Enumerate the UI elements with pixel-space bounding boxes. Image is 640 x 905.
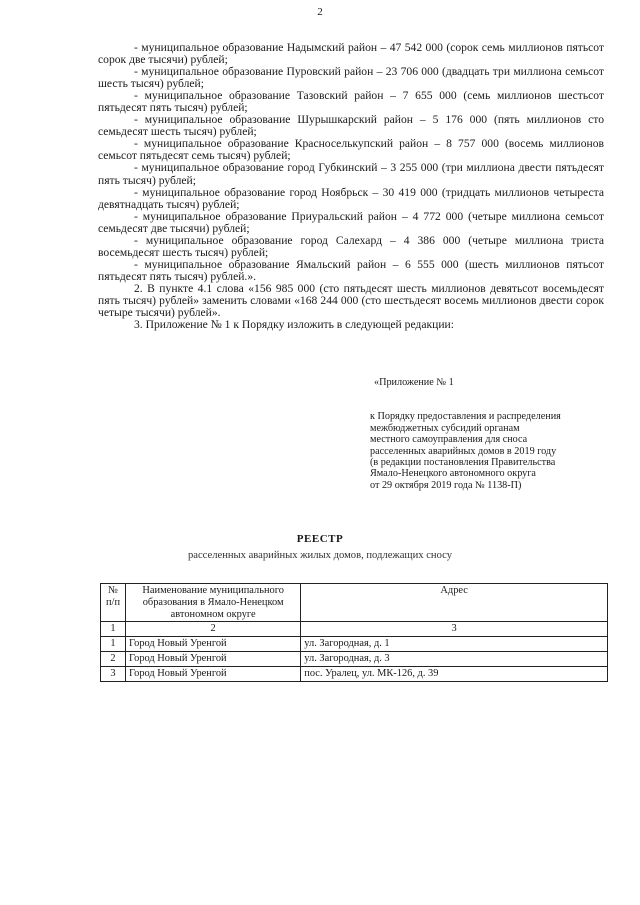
table-row — [101, 637, 608, 652]
paragraph-priuralsky: - муниципальное образование Приуральский район – 4 772 000 (четыре миллиона семьсот семьдесят две тысячи) рублей; — [98, 209, 604, 235]
appendix-line: местного самоуправления для сноса — [370, 434, 528, 446]
paragraph-tazovsky: - муниципальное образование Тазовский район – 7 655 000 (семь миллионов шестьсот пятьдесят пять тысяч) рублей; — [98, 89, 604, 115]
column-number: 2 — [126, 622, 301, 637]
appendix-line: (в редакции постановления Правительства — [370, 457, 556, 469]
paragraph-salekhard: - муниципальное образование город Салехард – 4 386 000 (четыре миллиона триста восемьдесят шесть тысяч) рублей; — [98, 233, 604, 259]
page-number: 2 — [317, 6, 323, 18]
paragraph-shuryshkarsky: - муниципальное образование Шурышкарский район – 5 176 000 (пять миллионов сто семьдесят шесть тысяч) рублей; — [98, 113, 604, 139]
header-name: Наименование муниципального образования в Ямало-Ненецком автономном округе — [126, 584, 301, 622]
appendix-header — [370, 377, 612, 491]
appendix-line: межбюджетных субсидий органам — [370, 422, 520, 434]
paragraph-noyabrsk: - муниципальное образование город Ноябрьск – 30 419 000 (тридцать миллионов четыреста девятнадцать тысяч) рублей; — [98, 185, 604, 211]
row-num: 3 — [101, 666, 126, 681]
paragraph-point-2: 2. В пункте 4.1 слова «156 985 000 (сто пятьдесят шесть миллионов девятьсот восемьдесят пять тысяч) рублей» заменить словами «168 244 000 (сто шестьдесят восемь миллионов двести сорок четыре тысячи) рублей». — [98, 281, 604, 320]
registry-title: РЕЕСТР — [296, 533, 344, 545]
table-row — [101, 651, 608, 666]
row-name: Город Новый Уренгой — [126, 651, 301, 666]
paragraph-point-3: 3. Приложение № 1 к Порядку изложить в следующей редакции: — [134, 318, 454, 332]
paragraph-yamalsky: - муниципальное образование Ямальский район – 6 555 000 (шесть миллионов пятьсот пятьдесят пять тысяч) рублей.». — [98, 257, 604, 283]
table-header-row — [101, 584, 608, 622]
row-name: Город Новый Уренгой — [126, 666, 301, 681]
paragraph-krasnoselkupsky: - муниципальное образование Красноселькупский район – 8 757 000 (восемь миллионов семьсот пятьдесят семь тысяч) рублей; — [98, 137, 604, 163]
appendix-line: от 29 октября 2019 года № 1138-П) — [370, 479, 522, 491]
row-num: 2 — [101, 651, 126, 666]
header-address: Адрес — [301, 584, 608, 622]
table-row — [101, 666, 608, 681]
row-address: ул. Загородная, д. 1 — [301, 637, 608, 652]
appendix-spacer — [370, 388, 612, 411]
document-body — [98, 42, 604, 331]
appendix-line: Ямало-Ненецкого автономного округа — [370, 468, 536, 480]
header-num: № п/п — [101, 584, 126, 622]
appendix-line: расселенных аварийных домов в 2019 году — [370, 445, 557, 457]
row-name: Город Новый Уренгой — [126, 637, 301, 652]
column-number: 3 — [301, 622, 608, 637]
row-address: ул. Загородная, д. 3 — [301, 651, 608, 666]
row-address: пос. Уралец, ул. МК-126, д. 39 — [301, 666, 608, 681]
registry-table — [100, 583, 608, 682]
paragraph-gubkinsky: - муниципальное образование город Губкинский – 3 255 000 (три миллиона двести пятьдесят пять тысяч) рублей; — [98, 161, 604, 187]
appendix-line: к Порядку предоставления и распределения — [370, 411, 561, 423]
row-num: 1 — [101, 637, 126, 652]
paragraph-nadym: - муниципальное образование Надымский район – 47 542 000 (сорок семь миллионов пятьсот сорок две тысячи) рублей; — [98, 41, 604, 67]
column-number: 1 — [101, 622, 126, 637]
registry-subtitle: расселенных аварийных жилых домов, подлежащих сносу — [187, 550, 452, 561]
appendix-title: «Приложение № 1 — [374, 377, 454, 388]
paragraph-purovsky: - муниципальное образование Пуровский район – 23 706 000 (двадцать три миллиона семьсот шесть тысяч) рублей; — [98, 65, 604, 91]
column-number-row — [101, 622, 608, 637]
